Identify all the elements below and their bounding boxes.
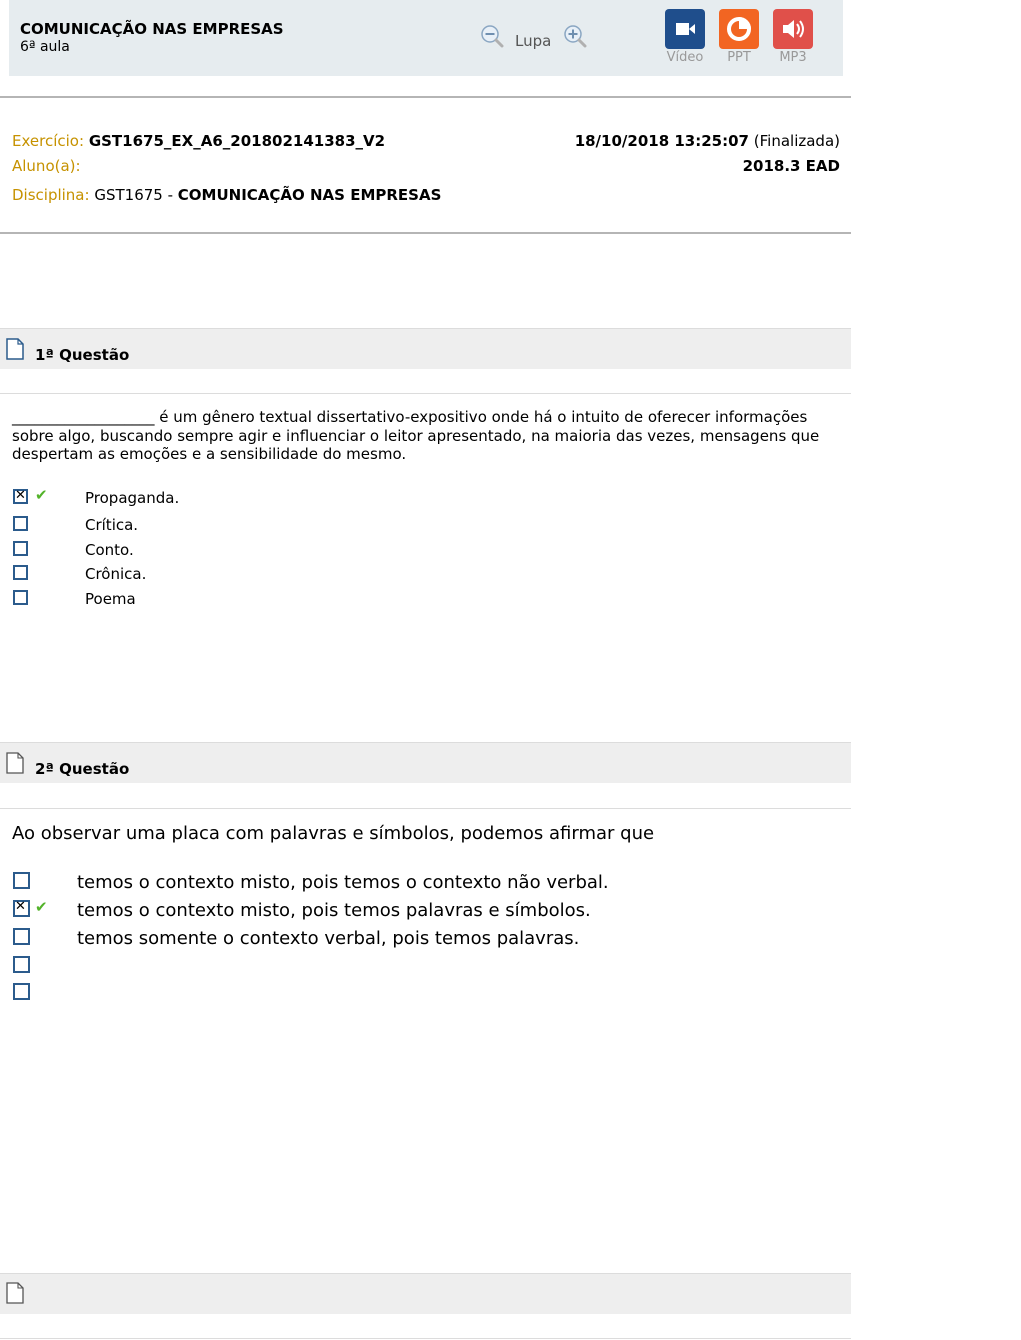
video-button[interactable]	[665, 9, 705, 49]
period: 2018.3 EAD	[742, 157, 840, 175]
option-label: temos o contexto misto, pois temos palavras e símbolos.	[77, 900, 591, 921]
speaker-icon	[773, 9, 813, 49]
option-checkbox[interactable]	[13, 956, 30, 973]
exercise-value: GST1675_EX_A6_201802141383_V2	[88, 132, 386, 150]
pie-chart-icon	[719, 9, 759, 49]
question-1-line: despertam as emoções e a sensibilidade do mesmo.	[12, 445, 407, 463]
option-checkbox[interactable]	[13, 590, 28, 605]
option-label: temos somente o contexto verbal, pois temos palavras.	[77, 928, 580, 949]
datetime: 18/10/2018 13:25:07	[574, 132, 749, 150]
document-icon	[6, 338, 24, 360]
question-3-header	[0, 1273, 851, 1314]
exercise-row	[12, 132, 385, 150]
option-label: Crítica.	[85, 516, 139, 534]
discipline-label: Disciplina:	[12, 186, 90, 204]
correct-check-icon: ✔	[35, 486, 48, 504]
document-icon	[6, 1282, 24, 1304]
option-checkbox[interactable]	[13, 516, 28, 531]
option-checkbox[interactable]	[13, 872, 30, 889]
option-label: temos o contexto misto, pois temos o contexto não verbal.	[77, 872, 609, 893]
option-checkbox[interactable]	[13, 489, 28, 504]
document-icon	[6, 752, 24, 774]
correct-check-icon: ✔	[35, 898, 48, 916]
discipline-name: COMUNICAÇÃO NAS EMPRESAS	[177, 186, 442, 204]
question-1-line: ___________________ é um gênero textual dissertativo-expositivo onde há o intuito de oferecer informações	[12, 408, 808, 426]
divider	[0, 393, 851, 394]
option-label: Conto.	[85, 541, 134, 559]
question-2-text: Ao observar uma placa com palavras e símbolos, podemos afirmar que	[12, 823, 655, 844]
divider	[0, 808, 851, 809]
student-label: Aluno(a):	[12, 157, 81, 175]
mp3-label[interactable]: MP3	[779, 50, 807, 65]
exercise-label: Exercício:	[12, 132, 85, 150]
question-1-text	[12, 408, 844, 464]
datetime-row	[575, 132, 840, 150]
mp3-button[interactable]	[773, 9, 813, 49]
zoom-label: Lupa	[515, 32, 552, 50]
course-title: COMUNICAÇÃO NAS EMPRESAS	[20, 20, 284, 38]
status: (Finalizada)	[753, 132, 840, 150]
student-row	[12, 157, 81, 175]
option-checkbox[interactable]	[13, 541, 28, 556]
option-label: Poema	[85, 590, 136, 608]
video-camera-icon	[665, 9, 705, 49]
question-2-title: 2ª Questão	[35, 760, 130, 778]
option-checkbox[interactable]	[13, 928, 30, 945]
divider	[0, 96, 851, 98]
zoom-out-icon[interactable]	[480, 24, 504, 48]
divider	[0, 1338, 851, 1339]
option-checkbox[interactable]	[13, 565, 28, 580]
lesson-label: 6ª aula	[20, 39, 70, 55]
option-label: Propaganda.	[85, 489, 180, 507]
option-label: Crônica.	[85, 565, 147, 583]
ppt-button[interactable]	[719, 9, 759, 49]
question-1-line: sobre algo, buscando sempre agir e influenciar o leitor apresentado, na maioria das vezes, mensagens que	[12, 426, 820, 445]
option-checkbox[interactable]	[13, 900, 30, 917]
ppt-label[interactable]: PPT	[727, 50, 751, 65]
discipline-row	[12, 186, 441, 204]
discipline-code: GST1675 -	[94, 186, 174, 204]
divider	[0, 232, 851, 234]
option-checkbox[interactable]	[13, 983, 30, 1000]
zoom-in-icon[interactable]	[563, 24, 587, 48]
video-label[interactable]: Vídeo	[666, 50, 704, 65]
question-1-title: 1ª Questão	[35, 346, 130, 364]
